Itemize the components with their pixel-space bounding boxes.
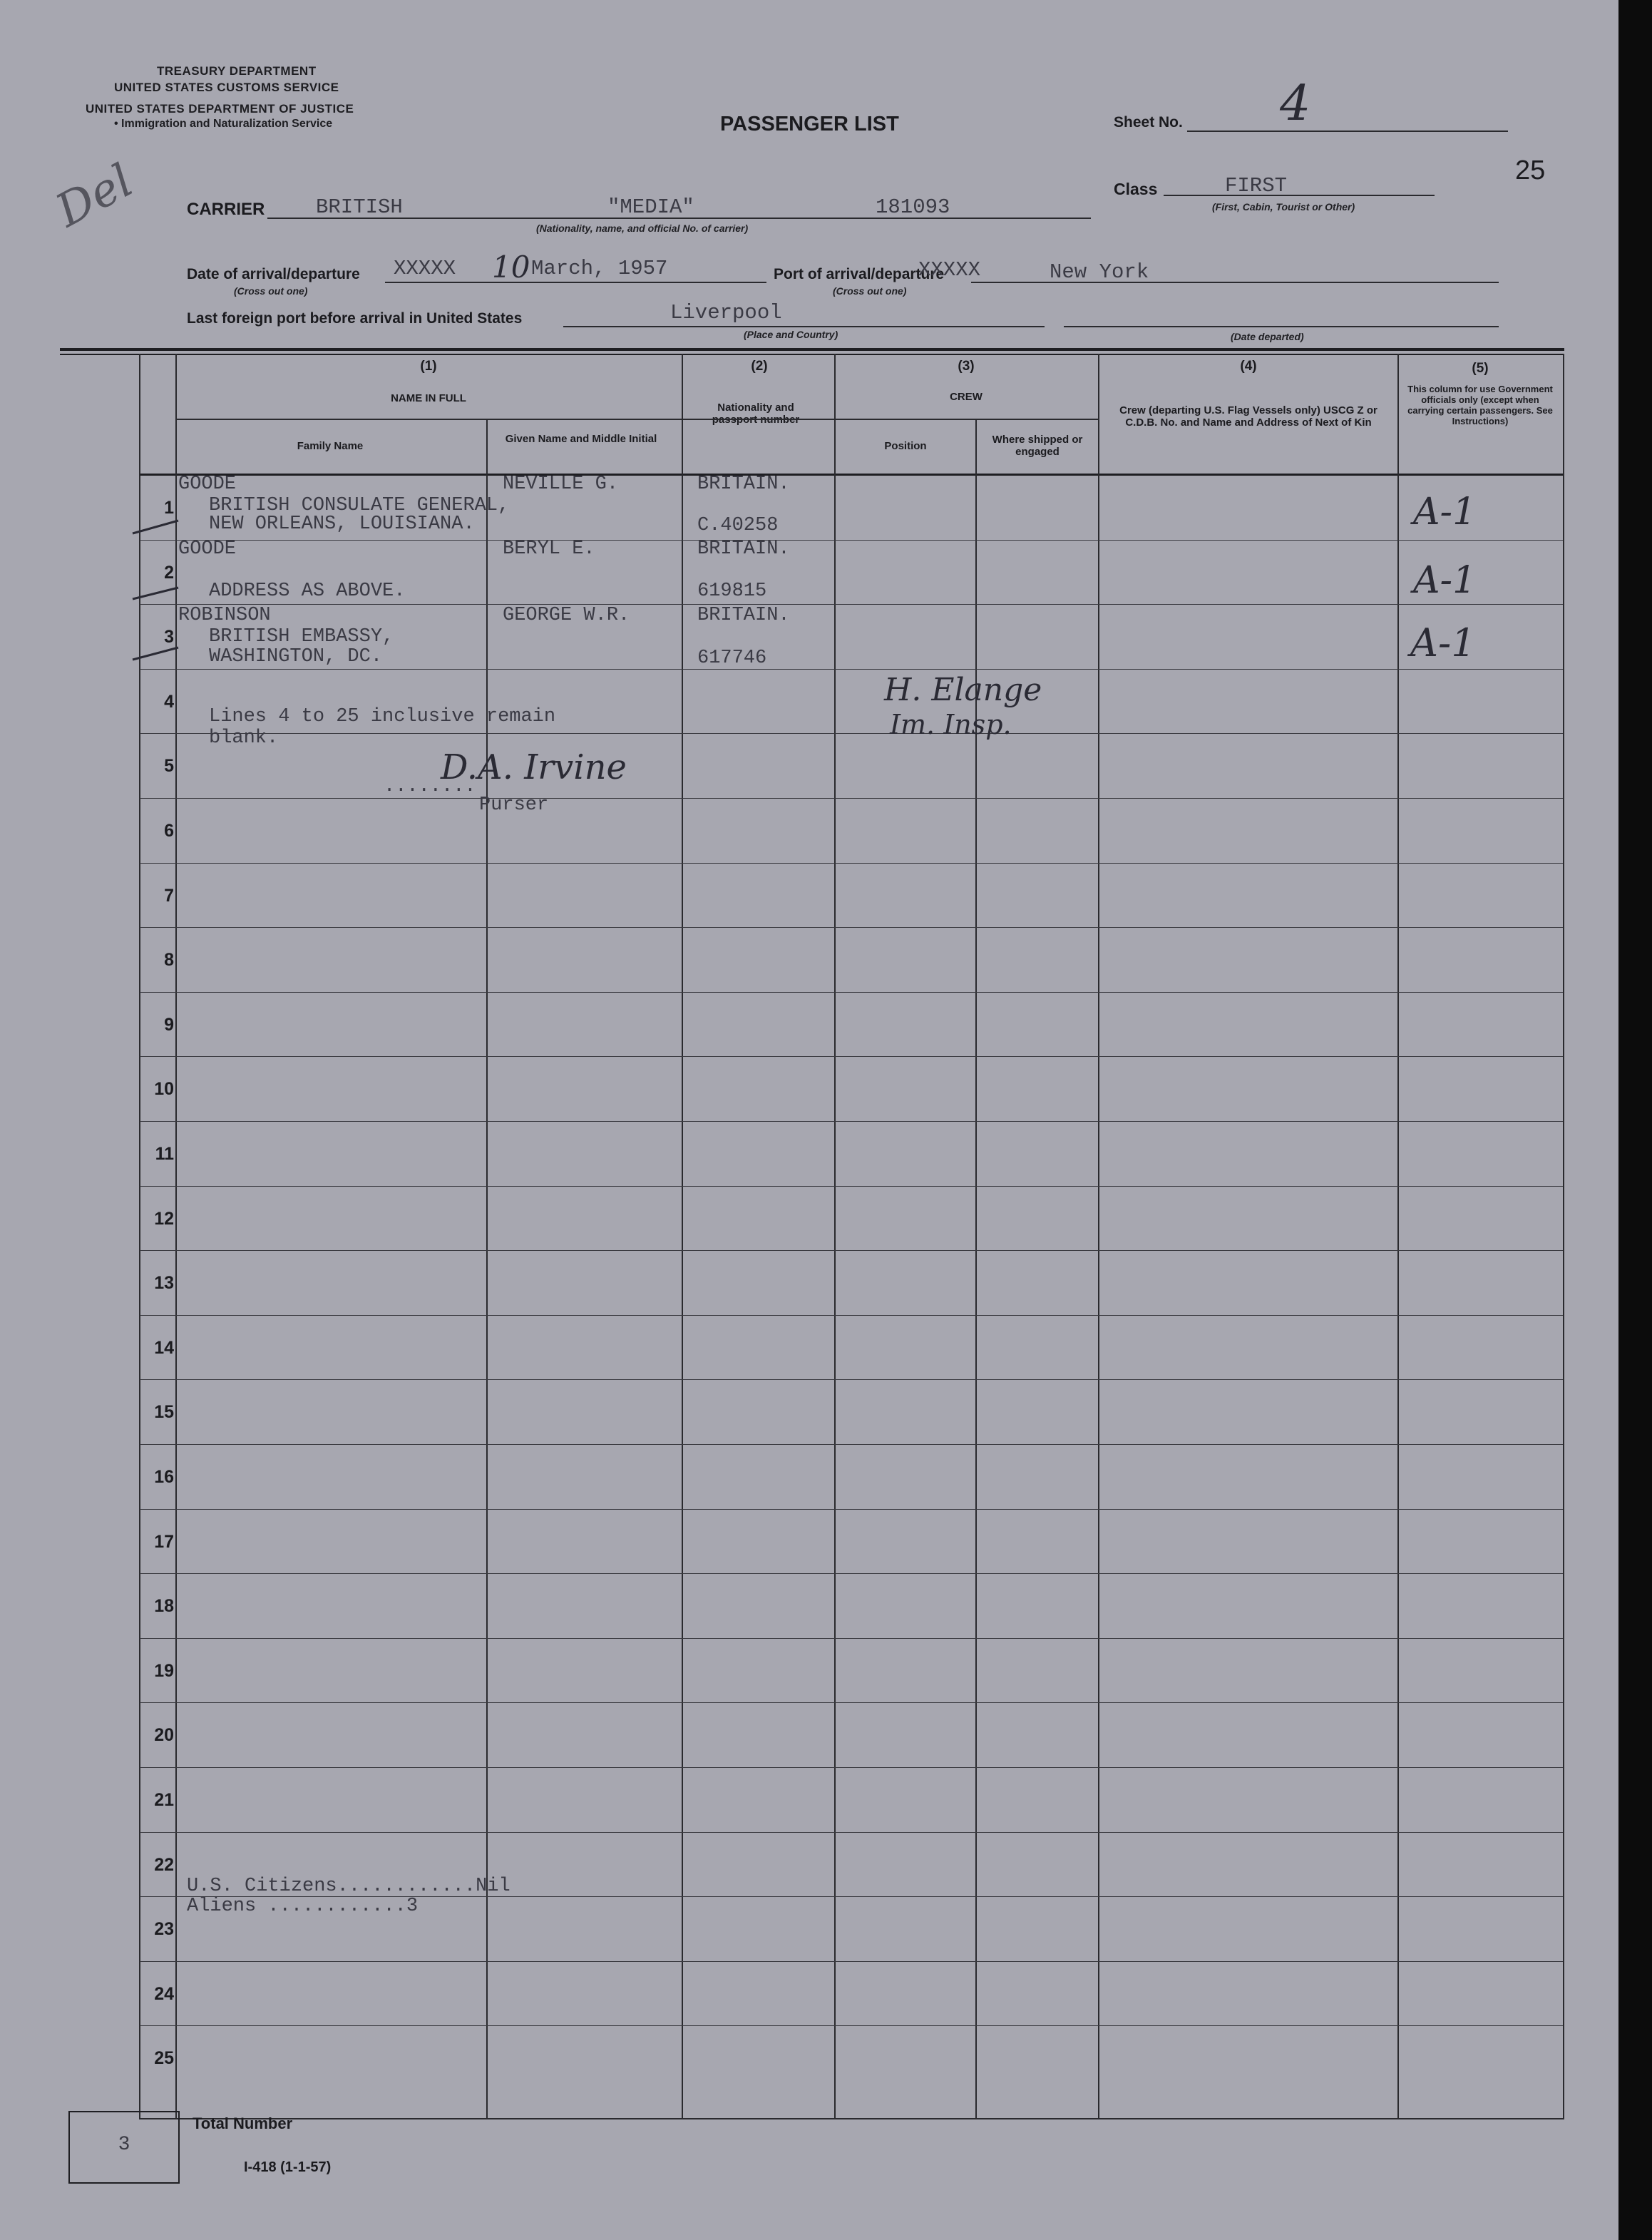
blank-lines-note-2: blank. xyxy=(209,727,279,749)
class-underline xyxy=(1164,195,1435,196)
date-day: 10 xyxy=(492,250,530,285)
last-port-caption: (Place and Country) xyxy=(744,329,838,340)
entry-1-given: NEVILLE G. xyxy=(503,474,619,495)
row-number: 6 xyxy=(164,821,174,841)
row-number: 24 xyxy=(154,1984,174,2004)
total-number-box xyxy=(68,2111,180,2184)
row-divider xyxy=(140,669,1563,670)
row-divider xyxy=(140,1315,1563,1316)
row-divider xyxy=(140,1056,1563,1057)
position-header: Position xyxy=(884,440,927,452)
entry-1-official: A-1 xyxy=(1413,491,1477,533)
port-label: Port of arrival/departure xyxy=(774,266,945,282)
row-divider xyxy=(140,2025,1563,2026)
row-number: 7 xyxy=(164,886,174,906)
entry-1-passport: C.40258 xyxy=(697,515,779,536)
agency-customs: UNITED STATES CUSTOMS SERVICE xyxy=(114,81,339,94)
agency-treasury: TREASURY DEPARTMENT xyxy=(157,64,317,78)
header-bottom-rule xyxy=(140,474,1563,476)
agency-ins: • Immigration and Naturalization Service xyxy=(114,118,333,130)
row-number: 14 xyxy=(154,1338,174,1358)
carrier-nationality: BRITISH xyxy=(316,195,403,219)
date-label: Date of arrival/departure xyxy=(187,266,360,282)
purser-label: Purser xyxy=(479,794,549,816)
margin-mark: Del xyxy=(48,154,142,238)
class-caption: (First, Cabin, Tourist or Other) xyxy=(1212,201,1355,213)
row-number: 5 xyxy=(164,756,174,776)
table-bottom-rule xyxy=(139,2118,1564,2119)
col2-title: Nationality and xyxy=(717,402,794,414)
class-label: Class xyxy=(1114,180,1158,198)
row-number: 17 xyxy=(154,1532,174,1552)
last-port-underline xyxy=(563,326,1045,327)
row-number: 19 xyxy=(154,1661,174,1681)
citizens-count-line: U.S. Citizens............Nil xyxy=(187,1876,511,1897)
entry-2-nationality: BRITAIN. xyxy=(697,538,790,560)
col3-number: (3) xyxy=(958,359,975,374)
header-rule-name xyxy=(177,419,836,420)
row-divider xyxy=(140,798,1563,799)
row-divider xyxy=(140,1509,1563,1510)
row-divider xyxy=(140,1444,1563,1445)
row-divider xyxy=(140,1121,1563,1122)
entry-2-address1: ADDRESS AS ABOVE. xyxy=(209,581,406,602)
last-port-label: Last foreign port before arrival in United States xyxy=(187,310,523,327)
entry-2-given: BERYL E. xyxy=(503,538,595,560)
class-value: FIRST xyxy=(1225,174,1288,198)
aliens-count-line: Aliens ............3 xyxy=(187,1896,419,1917)
last-port-value: Liverpool xyxy=(670,301,782,324)
entry-3-given: GEORGE W.R. xyxy=(503,605,630,626)
sheet-no-label: Sheet No. xyxy=(1114,114,1183,131)
sheet-no-value: 4 xyxy=(1280,76,1311,132)
sheet-no-underline xyxy=(1187,131,1508,132)
col5-title: This column for use Government officials only (except when carrying certain passengers. See Instructions) xyxy=(1407,384,1553,426)
carrier-caption: (Nationality, name, and official No. of carrier) xyxy=(536,223,749,234)
date-departed-caption: (Date departed) xyxy=(1231,331,1304,342)
row-divider xyxy=(140,1250,1563,1251)
agency-justice: UNITED STATES DEPARTMENT OF JUSTICE xyxy=(86,102,354,116)
port-value: New York xyxy=(1050,260,1149,284)
row-number: 22 xyxy=(154,1855,174,1875)
table-top-rule xyxy=(60,348,1564,351)
date-departed-underline xyxy=(1064,326,1499,327)
inspector-signature: H. Elange xyxy=(884,672,1042,708)
date-value: March, 1957 xyxy=(531,257,668,280)
row-divider xyxy=(140,1961,1563,1962)
port-crossed-out: XXXXX xyxy=(918,258,981,282)
row-divider xyxy=(140,863,1563,864)
entry-3-official: A-1 xyxy=(1410,620,1476,665)
entry-3-address1: BRITISH EMBASSY, xyxy=(209,626,394,648)
row-divider xyxy=(140,733,1563,734)
date-underline xyxy=(385,282,766,283)
entry-1-address1: BRITISH CONSULATE GENERAL, xyxy=(209,495,510,516)
row-number: 9 xyxy=(164,1015,174,1035)
col2-number: (2) xyxy=(751,359,768,374)
grid-vline xyxy=(1098,354,1099,2119)
inspector-title: Im. Insp. xyxy=(890,709,1012,740)
entry-2-family: GOODE xyxy=(178,538,237,560)
col3-title: CREW xyxy=(950,391,983,403)
row-number: 25 xyxy=(154,2048,174,2068)
grid-vline xyxy=(1397,354,1399,2119)
row-number: 15 xyxy=(154,1402,174,1422)
row-divider xyxy=(140,1767,1563,1768)
entry-3-address2: WASHINGTON, DC. xyxy=(209,646,383,668)
row-number: 16 xyxy=(154,1467,174,1487)
row-divider xyxy=(140,1379,1563,1380)
row-number: 20 xyxy=(154,1725,174,1745)
carrier-label: CARRIER xyxy=(187,200,265,219)
row-divider xyxy=(140,927,1563,928)
row-check-marks xyxy=(128,499,185,685)
where-shipped-header: Where shipped or engaged xyxy=(992,434,1083,458)
row-number: 1 xyxy=(164,498,174,518)
row-number: 4 xyxy=(164,692,174,712)
form-number: I-418 (1-1-57) xyxy=(244,2159,332,2175)
page-corner-number: 25 xyxy=(1515,155,1546,185)
date-crossed-out: XXXXX xyxy=(394,257,456,280)
grid-vline xyxy=(834,354,836,2119)
row-number: 13 xyxy=(154,1273,174,1293)
grid-vline xyxy=(1563,354,1564,2119)
total-number-value: 3 xyxy=(118,2134,130,2156)
purser-dots: ........ xyxy=(384,776,476,797)
row-number: 2 xyxy=(164,563,174,583)
row-number: 3 xyxy=(164,627,174,647)
row-number: 21 xyxy=(154,1790,174,1810)
entry-3-passport: 617746 xyxy=(697,648,767,669)
entry-3-family: ROBINSON xyxy=(178,605,271,626)
entry-1-address2: NEW ORLEANS, LOUISIANA. xyxy=(209,513,475,535)
carrier-name: "MEDIA" xyxy=(607,195,694,219)
row-number: 23 xyxy=(154,1919,174,1939)
given-name-header: Given Name and Middle Initial xyxy=(505,433,657,445)
row-divider xyxy=(140,1702,1563,1703)
date-caption: (Cross out one) xyxy=(234,285,308,297)
col4-number: (4) xyxy=(1240,359,1257,374)
col4-title: Crew (departing U.S. Flag Vessels only) USCG Z or C.D.B. No. and Name and Address of Next of Kin xyxy=(1119,404,1377,429)
row-number: 11 xyxy=(155,1144,174,1164)
row-divider xyxy=(140,604,1563,605)
row-divider xyxy=(140,540,1563,541)
header-rule-crew xyxy=(834,419,1098,420)
grid-vline xyxy=(486,419,488,2119)
row-number: 8 xyxy=(164,950,174,970)
total-number-label: Total Number xyxy=(193,2114,293,2132)
row-number: 10 xyxy=(154,1079,174,1099)
blank-lines-note-1: Lines 4 to 25 inclusive remain xyxy=(209,706,556,727)
entry-1-family: GOODE xyxy=(178,474,237,495)
family-name-header: Family Name xyxy=(297,440,364,452)
grid-vline xyxy=(682,354,683,2119)
purser-signature: D.A. Irvine xyxy=(441,747,627,787)
row-number: 18 xyxy=(154,1596,174,1616)
row-divider xyxy=(140,1638,1563,1639)
page-title: PASSENGER LIST xyxy=(720,113,899,135)
row-divider xyxy=(140,1186,1563,1187)
entry-3-nationality: BRITAIN. xyxy=(697,605,790,626)
entry-2-official: A-1 xyxy=(1413,559,1477,602)
entry-1-nationality: BRITAIN. xyxy=(697,474,790,495)
row-divider xyxy=(140,992,1563,993)
row-divider xyxy=(140,1573,1563,1574)
row-number: 12 xyxy=(154,1209,174,1229)
col5-number: (5) xyxy=(1472,361,1489,376)
table-top-rule-2 xyxy=(60,354,1564,355)
port-caption: (Cross out one) xyxy=(833,285,907,297)
col1-number: (1) xyxy=(420,359,437,374)
entry-2-passport: 619815 xyxy=(697,581,767,602)
col1-title: NAME IN FULL xyxy=(391,392,466,404)
row-divider xyxy=(140,1832,1563,1833)
carrier-number: 181093 xyxy=(876,195,950,219)
